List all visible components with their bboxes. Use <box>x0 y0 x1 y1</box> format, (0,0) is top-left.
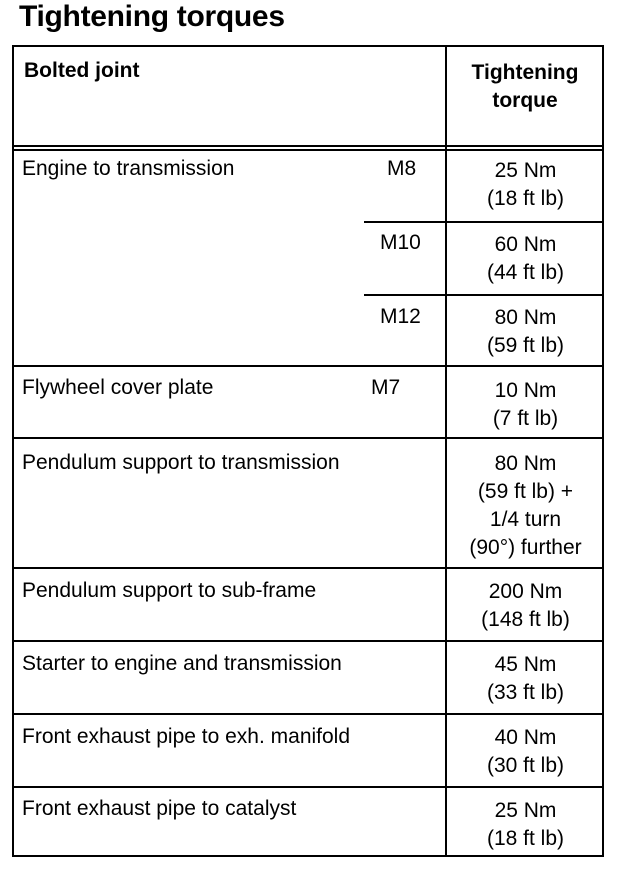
torque-line: (90°) further <box>469 536 582 559</box>
row-size-m12: M12 <box>380 305 421 328</box>
header-torque-line1: Tightening <box>471 61 579 84</box>
row-divider <box>14 567 602 569</box>
row-divider <box>14 365 602 367</box>
row-divider <box>14 640 602 642</box>
torque-table <box>12 45 604 857</box>
torque-line: (18 ft lb) <box>486 827 565 850</box>
torque-line: 40 Nm <box>494 726 557 749</box>
row-torque-flywheel <box>447 377 604 433</box>
sub-divider <box>364 294 602 296</box>
torque-line: (148 ft lb) <box>481 608 570 631</box>
torque-line: 1/4 turn <box>489 508 562 531</box>
row-joint-pendulum-subframe: Pendulum support to sub-frame <box>22 579 317 602</box>
header-tightening-torque <box>446 59 604 115</box>
row-torque-starter <box>447 651 604 707</box>
row-joint-flywheel: Flywheel cover plate <box>22 376 214 399</box>
row-divider <box>14 437 602 439</box>
torque-line: (44 ft lb) <box>486 261 565 284</box>
torque-line: (7 ft lb) <box>492 407 559 430</box>
torque-line: 25 Nm <box>494 159 557 182</box>
row-joint-starter: Starter to engine and transmission <box>22 652 342 675</box>
torque-line: 10 Nm <box>494 379 557 402</box>
torque-line: (59 ft lb) + <box>477 480 574 503</box>
torque-line: 200 Nm <box>488 580 563 603</box>
sub-divider <box>364 221 602 223</box>
torque-line: 80 Nm <box>494 452 557 475</box>
torque-line: (33 ft lb) <box>486 681 565 704</box>
row-size-m10: M10 <box>380 231 421 254</box>
row-torque-m12 <box>447 304 604 360</box>
torque-line: 80 Nm <box>494 306 557 329</box>
torque-line: (30 ft lb) <box>486 754 565 777</box>
torque-line: 60 Nm <box>494 233 557 256</box>
row-joint-exhaust-manifold: Front exhaust pipe to exh. manifold <box>22 725 351 748</box>
row-torque-exhaust-catalyst <box>447 797 604 853</box>
header-divider <box>14 145 602 151</box>
row-torque-m8 <box>447 157 604 213</box>
page-title: Tightening torques <box>19 0 285 33</box>
row-joint-engine-transmission: Engine to transmission <box>22 157 235 180</box>
row-joint-pendulum-transmission: Pendulum support to transmission <box>22 451 340 474</box>
row-torque-pendulum-subframe <box>447 578 604 634</box>
row-divider <box>14 786 602 788</box>
header-bolted-joint: Bolted joint <box>24 59 140 82</box>
row-size-m8: M8 <box>387 157 417 180</box>
header-torque-line2: torque <box>492 89 558 112</box>
torque-line: 25 Nm <box>494 799 557 822</box>
torque-line: (18 ft lb) <box>486 187 565 210</box>
row-size-m7: M7 <box>371 376 401 399</box>
row-torque-pendulum-transmission <box>447 450 604 562</box>
row-torque-m10 <box>447 231 604 287</box>
torque-line: 45 Nm <box>494 653 557 676</box>
row-torque-exhaust-manifold <box>447 724 604 780</box>
torque-line: (59 ft lb) <box>486 334 565 357</box>
row-divider <box>14 713 602 715</box>
row-joint-exhaust-catalyst: Front exhaust pipe to catalyst <box>22 797 297 820</box>
